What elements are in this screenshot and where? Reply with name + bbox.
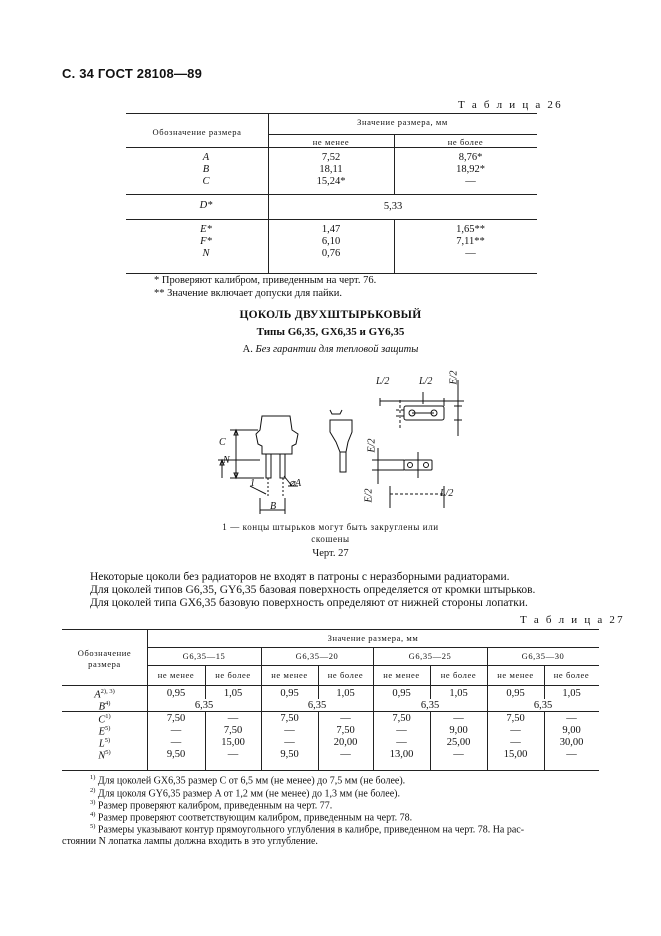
t26-cell: 5,33 bbox=[383, 201, 403, 212]
t26-cell: 1,65** bbox=[456, 224, 485, 235]
t26-cell: 8,76* bbox=[458, 152, 483, 163]
t26-cell: 1,47 bbox=[321, 224, 341, 235]
section-subheading: А. Без гарантии для тепловой защиты bbox=[242, 344, 419, 355]
t26-cell: F* bbox=[200, 236, 212, 247]
fig-label-e2-b: E/2 bbox=[366, 438, 378, 453]
t27-cell: 7,50 bbox=[392, 713, 411, 724]
t27-cell: 9,00 bbox=[449, 725, 468, 736]
t27-cell: 7,50 bbox=[223, 725, 243, 736]
t26-cell: N bbox=[202, 248, 210, 259]
figure-caption-2: скошены bbox=[311, 534, 350, 544]
t27-cell: — bbox=[396, 737, 407, 748]
t27-cell: 9,50 bbox=[280, 749, 299, 760]
t26-cell: 18,11 bbox=[319, 164, 343, 175]
t27-group: G6,35—25 bbox=[408, 651, 452, 661]
t27-head-value: Значение размера, мм bbox=[327, 633, 419, 643]
t26-cell: A bbox=[202, 152, 210, 163]
t27-cell: 1,05 bbox=[562, 688, 581, 699]
t27-cell: 0,95 bbox=[166, 688, 186, 699]
t27-footnote: $^{5)}$ Размеры указывают контур прямоугольного углубления в калибре, приведенном на черт. 78. На рас- bbox=[90, 823, 525, 836]
t27-footnote: $^{4)}$ Размер проверяют соответствующим калибром, приведенным на черт. 78. bbox=[90, 811, 413, 824]
t27-head-max: не более bbox=[440, 670, 477, 680]
t27-head-max: не более bbox=[327, 670, 364, 680]
t27-footnote: стоянии N лопатка лампы должна входить в это углубление. bbox=[62, 836, 318, 847]
t26-cell: — bbox=[465, 176, 476, 187]
t27-cell: — bbox=[284, 737, 295, 748]
t27-head-min: не менее bbox=[271, 670, 308, 680]
t27-head-name-2: размера bbox=[88, 659, 121, 669]
t26-cell: 6,10 bbox=[321, 236, 341, 247]
t27-footnote: $^{2)}$ Для цоколя GY6,35 размер A от 1,2 мм (не менее) до 1,3 мм (не более). bbox=[90, 787, 400, 800]
t26-note-2: ** Значение включает допуски для пайки. bbox=[154, 288, 343, 299]
t27-cell: — bbox=[227, 713, 239, 724]
t27-head-min: не менее bbox=[497, 670, 534, 680]
t26-cell: 7,52 bbox=[321, 152, 341, 163]
t27-cell: — bbox=[396, 725, 407, 736]
t26-cell: 7,11** bbox=[456, 236, 485, 247]
t26-head-max: не более bbox=[447, 137, 484, 147]
fig-label-l2-c: L/2 bbox=[440, 488, 454, 499]
t27-row-name: $L^{5)}$ bbox=[98, 737, 111, 750]
fig-label-l2-b: L/2 bbox=[419, 376, 433, 387]
t27-cell: 1,05 bbox=[449, 688, 468, 699]
t27-footnote: $^{3)}$ Размер проверяют калибром, приведенным на черт. 77. bbox=[90, 799, 333, 812]
t27-row-name: $B^{4)}$ bbox=[98, 700, 111, 713]
t26-cell: D* bbox=[199, 200, 213, 211]
fig-label-e2-c: E/2 bbox=[363, 488, 375, 503]
t27-cell: 7,50 bbox=[506, 713, 525, 724]
t27-cell: 6,35 bbox=[533, 700, 553, 711]
t27-cell: 25,00 bbox=[446, 737, 471, 748]
t27-cell: 0,95 bbox=[506, 688, 525, 699]
section-title: ЦОКОЛЬ ДВУХШТЫРЬКОВЫЙ bbox=[239, 309, 422, 321]
t26-cell: 18,92* bbox=[456, 164, 485, 175]
t27-head-min: не менее bbox=[157, 670, 195, 680]
t27-cell: 7,50 bbox=[280, 713, 299, 724]
t27-cell: — bbox=[453, 749, 464, 760]
t27-cell: 6,35 bbox=[307, 700, 327, 711]
t27-row-name: $A^{2), 3)}$ bbox=[94, 688, 115, 701]
t27-group: G6,35—15 bbox=[182, 651, 226, 661]
t27-cell: 9,00 bbox=[562, 725, 581, 736]
t27-cell: 13,00 bbox=[389, 749, 414, 760]
fig-label-phi-a: ⌀A bbox=[289, 478, 302, 489]
t27-cell: — bbox=[340, 713, 351, 724]
t27-cell: — bbox=[227, 749, 239, 760]
t27-cell: 15,00 bbox=[221, 737, 245, 748]
table26-caption: Т а б л и ц а 26 bbox=[458, 99, 563, 111]
t27-group: G6,35—20 bbox=[295, 651, 339, 661]
t27-cell: — bbox=[284, 725, 295, 736]
t27-cell: 6,35 bbox=[420, 700, 440, 711]
fig-label-c: C bbox=[219, 437, 226, 448]
t27-group: G6,35—30 bbox=[521, 651, 565, 661]
t26-cell: 15,24* bbox=[316, 176, 346, 187]
figure-caption-1: 1 — концы штырьков могут быть закруглены или bbox=[222, 522, 439, 532]
fig-label-l2-a: L/2 bbox=[376, 376, 390, 387]
t27-cell: 0,95 bbox=[392, 688, 411, 699]
t26-note-1: * Проверяют калибром, приведенным на черт. 76. bbox=[154, 275, 377, 286]
t26-cell: B bbox=[202, 164, 210, 175]
t27-footnote: $^{1)}$ Для цоколей GX6,35 размер C от 6,5 мм (не менее) до 7,5 мм (не более). bbox=[90, 774, 406, 787]
t27-cell: — bbox=[566, 713, 577, 724]
t27-cell: 1,05 bbox=[223, 688, 243, 699]
t26-cell: — bbox=[465, 248, 476, 259]
t26-cell: E* bbox=[200, 224, 212, 235]
t27-cell: — bbox=[566, 749, 577, 760]
page-header: С. 34 ГОСТ 28108—89 bbox=[62, 66, 203, 81]
t26-head-min: не менее bbox=[312, 137, 350, 147]
t26-cell: C bbox=[202, 176, 210, 187]
t27-cell: 9,50 bbox=[166, 749, 186, 760]
t26-head-name: Обозначение размера bbox=[152, 127, 242, 137]
t26-cell: 0,76 bbox=[321, 248, 341, 259]
t27-cell: — bbox=[340, 749, 351, 760]
paragraph: Для цоколей типов G6,35, GY6,35 базовая поверхность определяется от кромки штырьков. bbox=[90, 584, 536, 596]
t27-head-name-1: Обозначение bbox=[77, 648, 132, 658]
t27-cell: 20,00 bbox=[333, 737, 358, 748]
t27-cell: 15,00 bbox=[503, 749, 528, 760]
t27-cell: 30,00 bbox=[559, 737, 584, 748]
paragraph: Для цоколей типа GX6,35 базовую поверхность определяют от нижней стороны лопатки. bbox=[90, 597, 528, 609]
fig-label-b: B bbox=[270, 501, 277, 512]
t27-cell: — bbox=[453, 713, 464, 724]
t27-cell: — bbox=[510, 725, 521, 736]
t27-cell: 1,05 bbox=[336, 688, 355, 699]
paragraph: Некоторые цоколи без радиаторов не входят в патроны с неразборными радиаторами. bbox=[90, 571, 510, 583]
t27-cell: 7,50 bbox=[166, 713, 186, 724]
t27-head-max: не более bbox=[215, 670, 251, 680]
section-subtitle: Типы G6,35, GX6,35 и GY6,35 bbox=[256, 326, 405, 338]
t27-cell: — bbox=[170, 737, 182, 748]
t27-head-min: не менее bbox=[383, 670, 420, 680]
t27-row-name: $C^{1)}$ bbox=[98, 713, 111, 726]
t27-row-name: $E^{5)}$ bbox=[98, 725, 111, 738]
fig-label-n: N bbox=[223, 455, 230, 466]
t26-head-value: Значение размера, мм bbox=[357, 117, 448, 127]
fig-label-1: 1 bbox=[250, 478, 255, 489]
t27-cell: — bbox=[170, 725, 182, 736]
fig-label-e2-a: E/2 bbox=[448, 370, 460, 385]
t27-cell: 6,35 bbox=[194, 700, 214, 711]
t27-cell: 0,95 bbox=[280, 688, 299, 699]
t27-cell: — bbox=[510, 737, 521, 748]
t27-head-max: не более bbox=[553, 670, 590, 680]
table27-caption: Т а б л и ц а 27 bbox=[520, 614, 625, 626]
t27-row-name: $N^{5)}$ bbox=[98, 749, 111, 762]
t27-cell: 7,50 bbox=[336, 725, 355, 736]
figure-number: Черт. 27 bbox=[312, 548, 349, 559]
